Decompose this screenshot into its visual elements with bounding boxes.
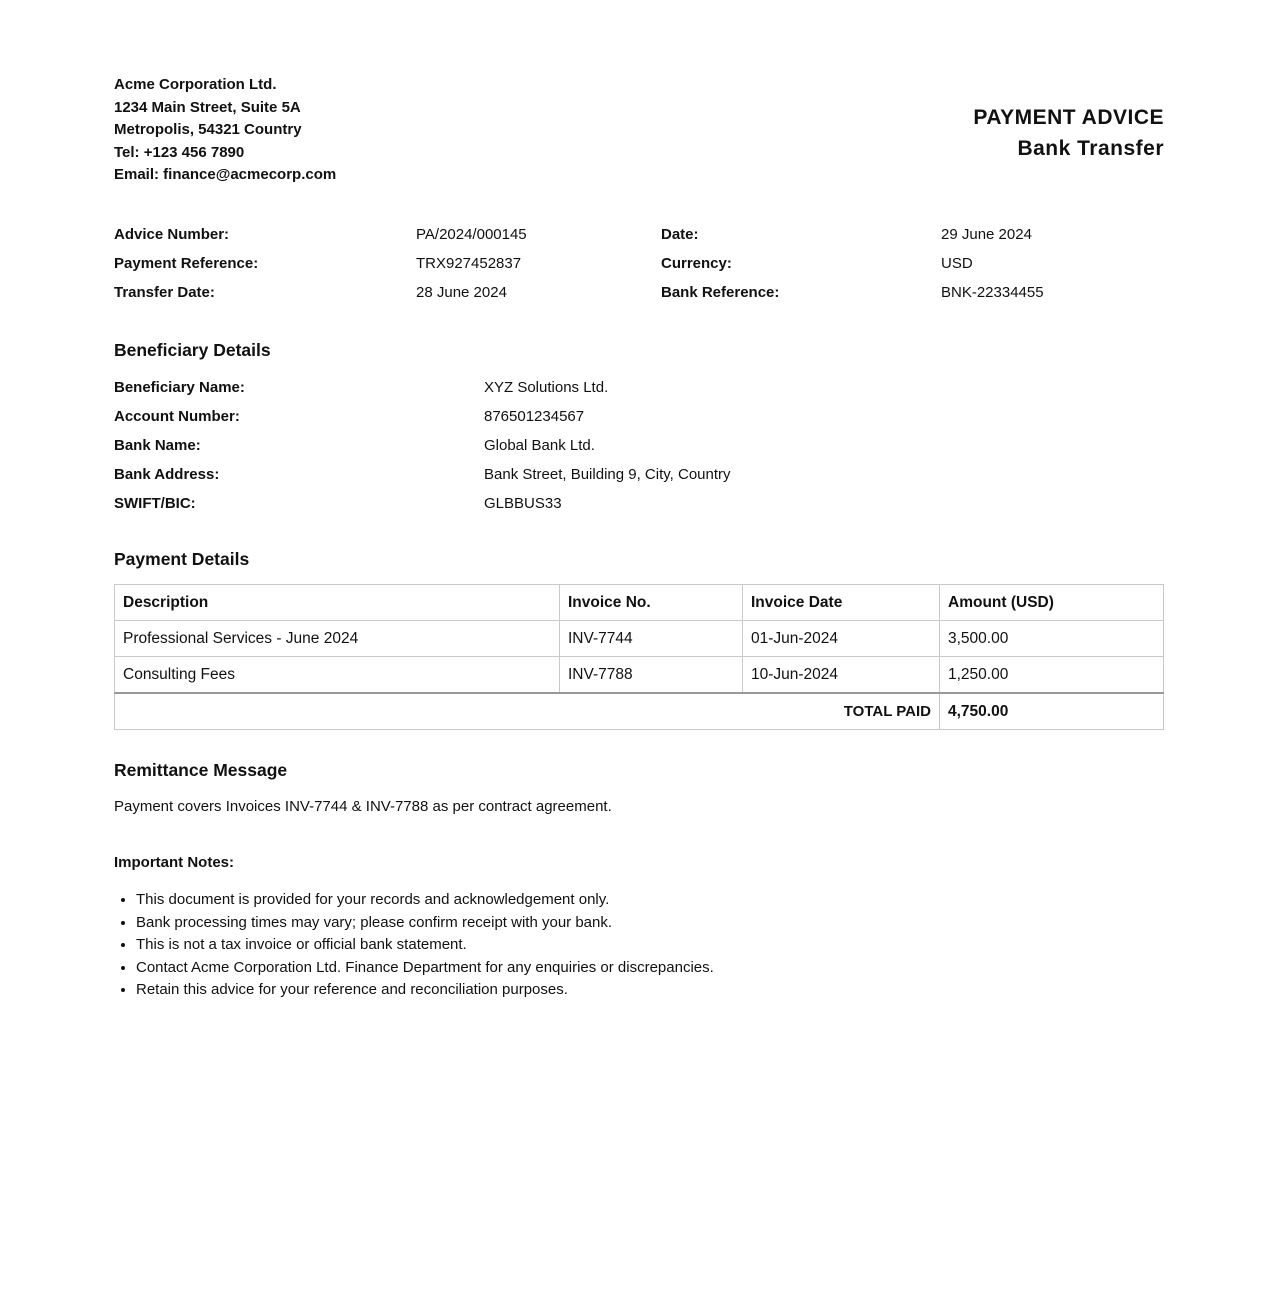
beneficiary-row	[114, 408, 1164, 437]
company-name: Acme Corporation Ltd.	[114, 76, 277, 93]
meta-row	[114, 255, 1164, 284]
cell-invoice-date: 01-Jun-2024	[743, 621, 940, 657]
list-item: • This is not a tax invoice or official bank statement.	[136, 934, 714, 957]
beneficiary-label: Bank Name:	[114, 437, 201, 454]
payment-table	[114, 584, 1164, 730]
beneficiary-label: Beneficiary Name:	[114, 379, 245, 396]
document-subtitle: Bank Transfer	[1017, 137, 1164, 160]
list-item: • Bank processing times may vary; please confirm receipt with your bank.	[136, 912, 714, 935]
beneficiary-value: XYZ Solutions Ltd.	[484, 379, 609, 396]
column-header-invoice-no: Invoice No.	[560, 585, 743, 621]
meta-label: Bank Reference:	[661, 284, 780, 301]
beneficiary-label: Bank Address:	[114, 466, 220, 483]
notes-heading: Important Notes:	[114, 854, 234, 871]
meta-label: Currency:	[661, 255, 732, 272]
document-title: PAYMENT ADVICE	[973, 106, 1164, 129]
beneficiary-row	[114, 379, 1164, 408]
remittance-message: Payment covers Invoices INV-7744 & INV-7788 as per contract agreement.	[114, 798, 612, 815]
company-address-line2: Metropolis, 54321 Country	[114, 121, 302, 138]
list-item: • Contact Acme Corporation Ltd. Finance Department for any enquiries or discrepancies.	[136, 957, 714, 980]
beneficiary-heading: Beneficiary Details	[114, 340, 271, 360]
beneficiary-label: SWIFT/BIC:	[114, 495, 196, 512]
meta-row	[114, 226, 1164, 255]
company-email: Email: finance@acmecorp.com	[114, 166, 337, 183]
beneficiary-label: Account Number:	[114, 408, 240, 425]
column-header-description: Description	[115, 585, 560, 621]
document-body	[114, 74, 1164, 998]
cell-invoice-date: 10-Jun-2024	[743, 657, 940, 694]
company-tel: Tel: +123 456 7890	[114, 143, 245, 161]
document-header	[114, 74, 1164, 194]
list-item: • Retain this advice for your reference and reconciliation purposes.	[136, 979, 714, 1002]
table-row	[115, 621, 1164, 657]
column-header-invoice-date: Invoice Date	[743, 585, 940, 621]
beneficiary-value: GLBBUS33	[484, 495, 562, 512]
beneficiary-row	[114, 437, 1164, 466]
payment-heading: Payment Details	[114, 549, 250, 569]
advice-meta	[114, 226, 1164, 313]
list-item: • This document is provided for your records and acknowledgement only.	[136, 889, 714, 912]
cell-amount: 1,250.00	[940, 657, 1164, 694]
cell-invoice-no: INV-7744	[560, 621, 743, 657]
column-header-amount: Amount (USD)	[940, 585, 1164, 621]
meta-label: Transfer Date:	[114, 284, 215, 301]
company-address-line1: 1234 Main Street, Suite 5A	[114, 98, 301, 116]
meta-value: TRX927452837	[416, 255, 522, 272]
document-title-block	[973, 102, 1164, 164]
beneficiary-row	[114, 466, 1164, 495]
table-row	[115, 657, 1164, 694]
total-row	[115, 693, 1164, 730]
meta-row	[114, 284, 1164, 313]
remittance-heading: Remittance Message	[114, 760, 288, 780]
meta-value: 29 June 2024	[941, 226, 1032, 243]
meta-value: BNK-22334455	[941, 284, 1044, 301]
total-amount: 4,750.00	[940, 693, 1164, 730]
table-header-row	[115, 585, 1164, 621]
company-address-block	[114, 74, 336, 187]
meta-label: Payment Reference:	[114, 255, 259, 272]
total-label: TOTAL PAID	[115, 693, 940, 730]
meta-label: Date:	[661, 226, 699, 243]
beneficiary-row	[114, 495, 1164, 524]
beneficiary-value: Global Bank Ltd.	[484, 437, 595, 454]
meta-label: Advice Number:	[114, 226, 230, 243]
beneficiary-details	[114, 379, 1164, 524]
beneficiary-value: 876501234567	[484, 408, 585, 425]
meta-value: USD	[941, 255, 973, 272]
beneficiary-value: Bank Street, Building 9, City, Country	[484, 466, 731, 483]
cell-description: Consulting Fees	[115, 657, 560, 694]
meta-value: 28 June 2024	[416, 284, 507, 301]
notes-list	[114, 889, 714, 1002]
cell-description: Professional Services - June 2024	[115, 621, 560, 657]
meta-value: PA/2024/000145	[416, 226, 527, 243]
cell-amount: 3,500.00	[940, 621, 1164, 657]
cell-invoice-no: INV-7788	[560, 657, 743, 694]
